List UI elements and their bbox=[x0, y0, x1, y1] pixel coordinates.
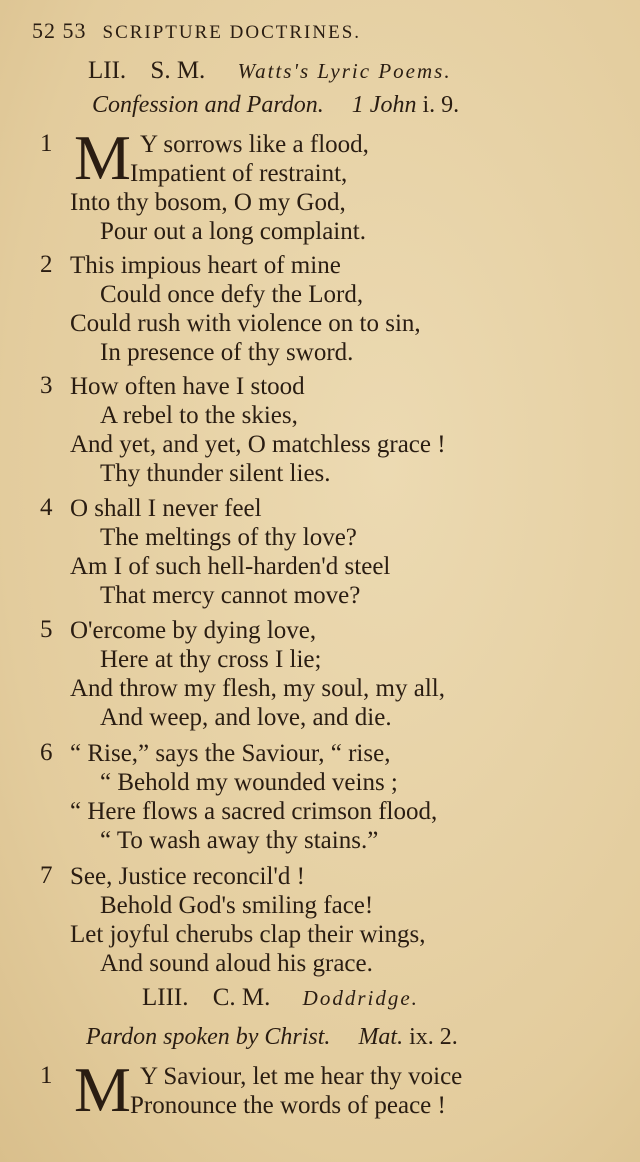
verse-line: Impatient of restraint, bbox=[130, 160, 348, 187]
verse-line: Into thy bosom, O my God, bbox=[70, 189, 346, 216]
hymn-meter: C. M. bbox=[212, 984, 271, 1011]
verse-line: That mercy cannot move? bbox=[100, 582, 361, 609]
hymn-author: Doddridge. bbox=[302, 986, 419, 1010]
verse-line: And weep, and love, and die. bbox=[100, 704, 392, 731]
verse-line: See, Justice reconcil'd ! bbox=[70, 863, 305, 890]
stanza-number: 1 bbox=[40, 130, 53, 157]
reference-book: 1 John bbox=[351, 92, 417, 118]
verse-line: Y Saviour, let me hear thy voice bbox=[140, 1063, 463, 1090]
stanza-number: 3 bbox=[40, 372, 53, 399]
hymn-author: Watts's Lyric Poems. bbox=[237, 59, 452, 83]
hymn-meter: S. M. bbox=[150, 57, 206, 84]
verse-line: Here at thy cross I lie; bbox=[100, 646, 322, 673]
hymn-subtitle bbox=[86, 1024, 458, 1051]
running-header bbox=[32, 18, 361, 44]
stanza-number: 6 bbox=[40, 739, 53, 766]
subtitle-text: Confession and Pardon. bbox=[92, 92, 324, 118]
verse-line: Pour out a long complaint. bbox=[100, 218, 366, 245]
subtitle-text: Pardon spoken by Christ. bbox=[86, 1024, 331, 1050]
stanza-number: 1 bbox=[40, 1062, 53, 1089]
reference-book: Mat. bbox=[358, 1024, 404, 1050]
hymn-subtitle bbox=[92, 92, 459, 119]
hymn-heading bbox=[142, 984, 419, 1012]
verse-line: Could once defy the Lord, bbox=[100, 281, 364, 308]
stanza-number: 2 bbox=[40, 251, 53, 278]
verse-line: A rebel to the skies, bbox=[100, 402, 298, 429]
verse-line: And yet, and yet, O matchless grace ! bbox=[70, 431, 446, 458]
drop-cap: M bbox=[74, 122, 131, 193]
verse-line: “ Here flows a sacred crimson flood, bbox=[70, 798, 438, 825]
verse-line: O shall I never feel bbox=[70, 495, 262, 522]
reference-verse: ix. 2. bbox=[409, 1024, 458, 1050]
hymn-heading bbox=[88, 57, 452, 85]
hymn-number: LII. bbox=[88, 57, 127, 84]
verse-line: Am I of such hell-harden'd steel bbox=[70, 553, 391, 580]
hymn-number: LIII. bbox=[142, 984, 189, 1011]
verse-line: Y sorrows like a flood, bbox=[140, 131, 369, 158]
scripture-reference bbox=[352, 92, 459, 118]
verse-line: “ Behold my wounded veins ; bbox=[100, 769, 398, 796]
verse-line: The meltings of thy love? bbox=[100, 524, 357, 551]
verse-line: This impious heart of mine bbox=[70, 252, 341, 279]
verse-line: “ To wash away thy stains.” bbox=[100, 827, 379, 854]
page-numbers: 52 53 bbox=[32, 18, 87, 43]
verse-line: Thy thunder silent lies. bbox=[100, 460, 331, 487]
scripture-reference bbox=[358, 1024, 457, 1050]
verse-line: Behold God's smiling face! bbox=[100, 892, 374, 919]
verse-line: Pronounce the words of peace ! bbox=[130, 1092, 446, 1119]
verse-line: Let joyful cherubs clap their wings, bbox=[70, 921, 426, 948]
stanza-number: 4 bbox=[40, 494, 53, 521]
stanza-number: 7 bbox=[40, 862, 53, 889]
verse-line: And throw my flesh, my soul, my all, bbox=[70, 675, 445, 702]
verse-line: How often have I stood bbox=[70, 373, 305, 400]
verse-line: In presence of thy sword. bbox=[100, 339, 354, 366]
verse-line: Could rush with violence on to sin, bbox=[70, 310, 421, 337]
verse-line: “ Rise,” says the Saviour, “ rise, bbox=[70, 740, 391, 767]
running-title: SCRIPTURE DOCTRINES. bbox=[102, 22, 362, 43]
verse-line: O'ercome by dying love, bbox=[70, 617, 317, 644]
stanza-number: 5 bbox=[40, 616, 53, 643]
drop-cap: M bbox=[74, 1054, 131, 1125]
reference-verse: i. 9. bbox=[422, 92, 460, 118]
verse-line: And sound aloud his grace. bbox=[100, 950, 373, 977]
